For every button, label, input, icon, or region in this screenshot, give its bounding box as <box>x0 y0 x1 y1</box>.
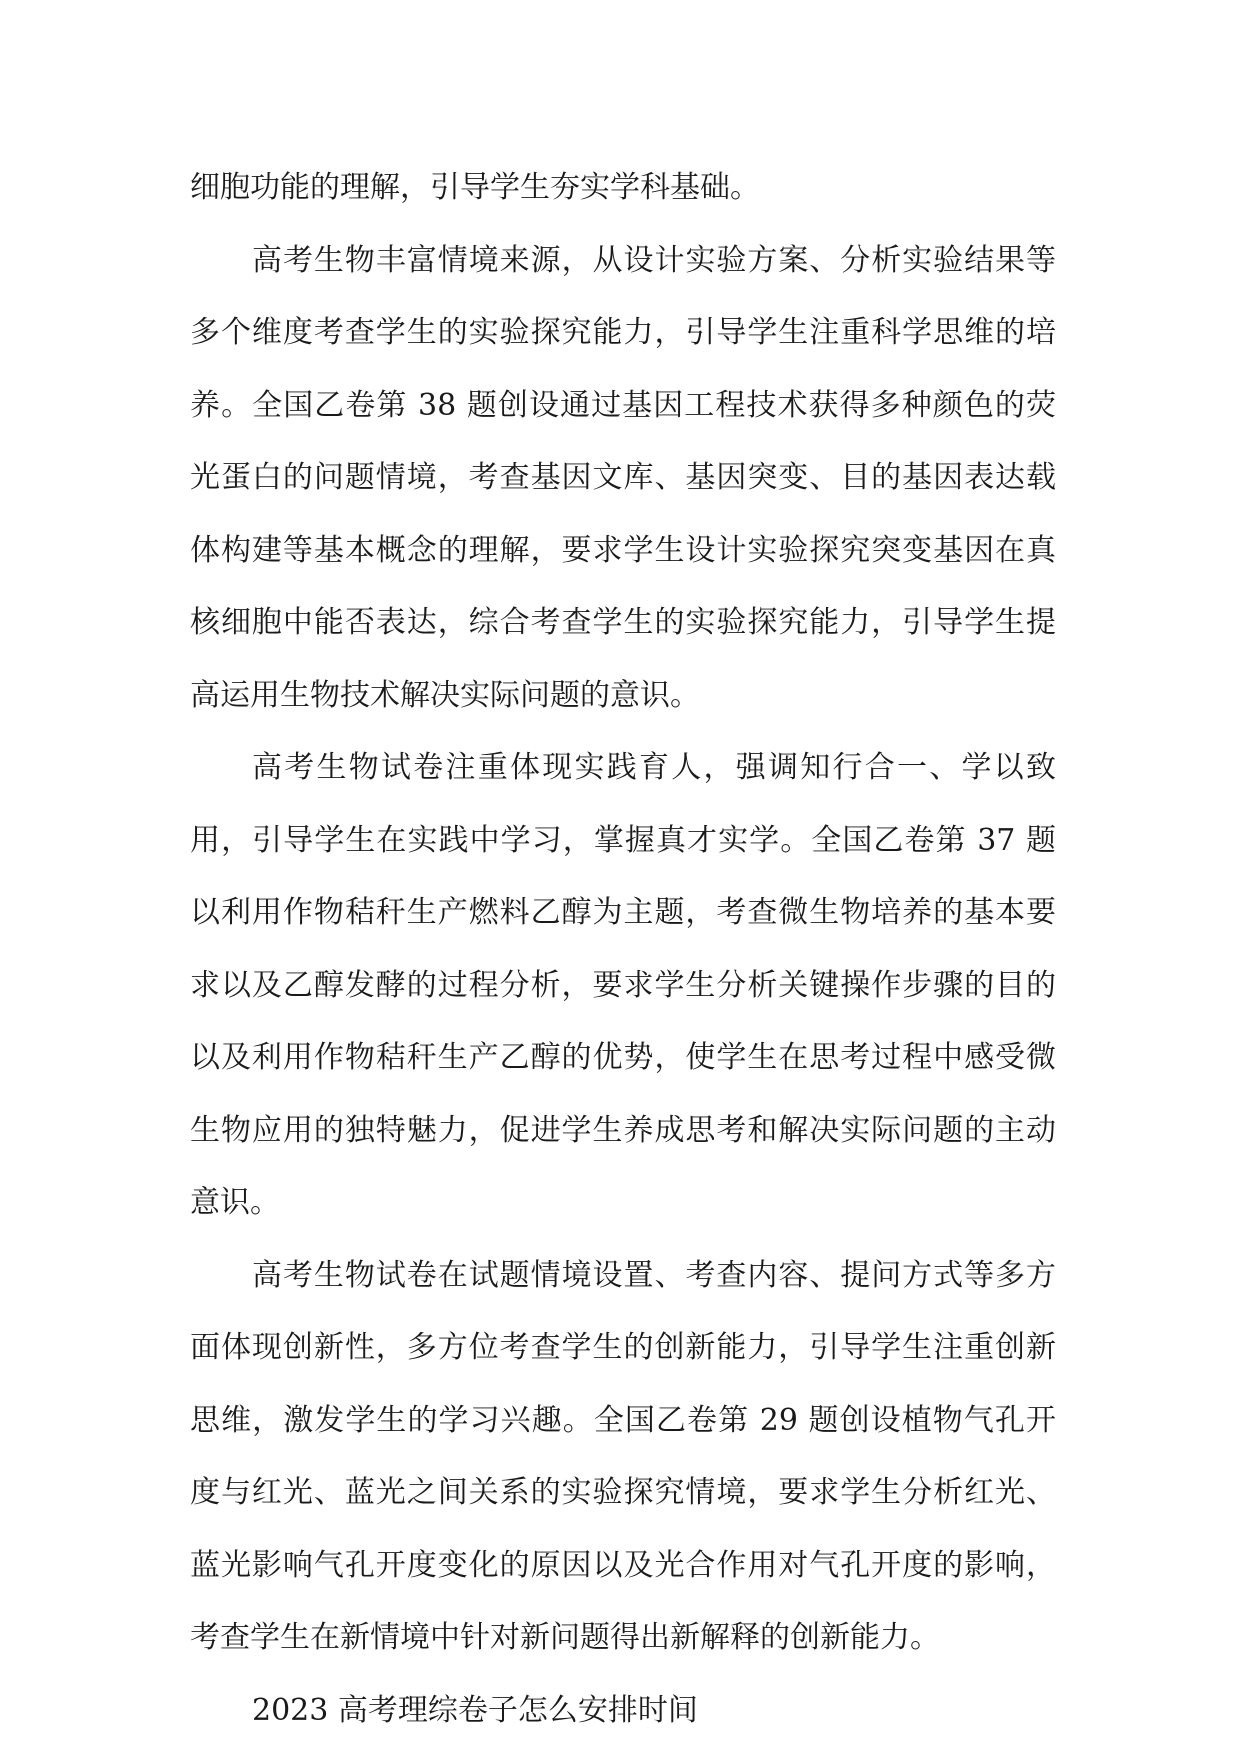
paragraph-innovation: 高考生物试卷在试题情境设置、考查内容、提问方式等多方面体现创新性，多方位考查学生的创新能力，引导学生注重创新思维，激发学生的学习兴趣。全国乙卷第 29 题创设植物气孔开度与红光、蓝光之间关系的实验探究情境，要求学生分析红光、蓝光影响气孔开度变化的原因以及光合作用对气孔开度的影响，考查学生在新情境中针对新问题得出新解释的创新能力。 <box>190 1257 1056 1655</box>
paragraph-experiment-inquiry: 高考生物丰富情境来源，从设计实验方案、分析实验结果等多个维度考查学生的实验探究能力，引导学生注重科学思维的培养。全国乙卷第 38 题创设通过基因工程技术获得多种颜色的荧光蛋白的问题情境，考查基因文库、基因突变、目的基因表达载体构建等基本概念的理解，要求学生设计实验探究突变基因在真核细胞中能否表达，综合考查学生的实验探究能力，引导学生提高运用生物技术解决实际问题的意识。 <box>190 242 1056 713</box>
document-page <box>190 152 1056 1747</box>
section-heading: 2023 高考理综卷子怎么安排时间 <box>252 1692 698 1728</box>
paragraph-practice-education: 高考生物试卷注重体现实践育人，强调知行合一、学以致用，引导学生在实践中学习，掌握真才实学。全国乙卷第 37 题以利用作物秸秆生产燃料乙醇为主题，考查微生物培养的基本要求以及乙醇发酵的过程分析，要求学生分析关键操作步骤的目的以及利用作物秸秆生产乙醇的优势，使学生在思考过程中感受微生物应用的独特魅力，促进学生养成思考和解决实际问题的主动意识。 <box>190 750 1056 1220</box>
paragraph-continuation: 细胞功能的理解，引导学生夯实学科基础。 <box>190 170 760 205</box>
